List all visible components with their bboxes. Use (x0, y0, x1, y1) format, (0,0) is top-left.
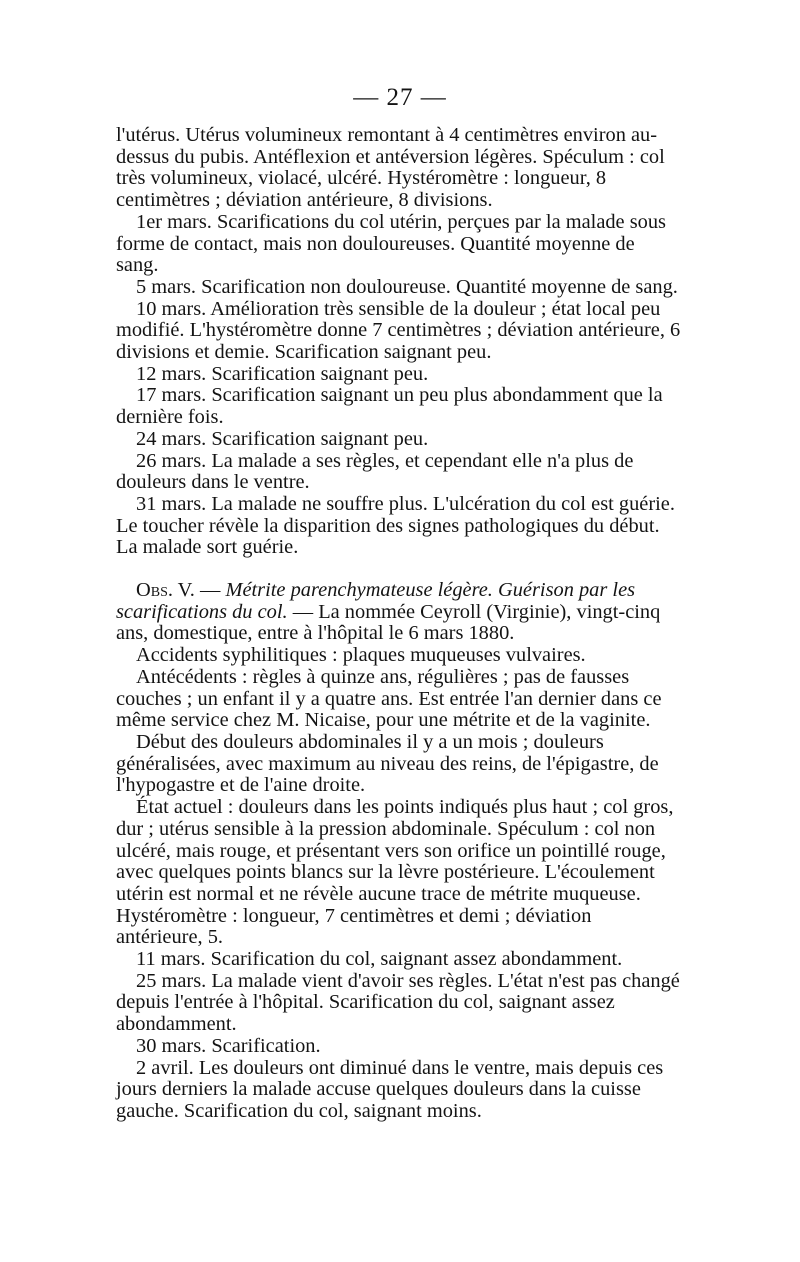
paragraph: Début des douleurs abdominales il y a un mois ; douleurs généralisées, avec maximum au niveau des reins, de l'épigastre, de l'hypogastre et de l'aine droite. (116, 730, 659, 797)
paragraph: 1er mars. Scarifications du col utérin, perçues par la malade sous forme de contact, mais non douloureuses. Quantité moyenne de sang. (116, 210, 666, 277)
paragraph: 11 mars. Scarification du col, saignant assez abondamment. (136, 948, 623, 971)
paragraph: Accidents syphilitiques : plaques muqueuses vulvaires. (136, 644, 586, 667)
paragraph: 12 mars. Scarification saignant peu. (136, 362, 429, 385)
observation-heading (116, 580, 682, 645)
observation-title: Métrite parenchymateuse légère. Guérison par les scarifications du col. (116, 579, 636, 623)
paragraph: 17 mars. Scarification saignant un peu plus abondamment que la dernière fois. (116, 384, 663, 429)
paragraph: 5 mars. Scarification non douloureuse. Quantité moyenne de sang. (136, 275, 678, 298)
paragraph: 10 mars. Amélioration très sensible de la douleur ; état local peu modifié. L'hystéromètre donne 7 centimètres ; déviation antérieure, 6 divisions et demie. Scarification saignant peu. (116, 297, 681, 364)
observation-dash: — (194, 579, 226, 602)
paragraph: 31 mars. La malade ne souffre plus. L'ulcération du col est guérie. Le toucher révèle la disparition des signes pathologiques du début. La malade sort guérie. (116, 492, 675, 559)
paragraph: État actuel : douleurs dans les points indiqués plus haut ; col gros, dur ; utérus sensible à la pression abdominale. Spéculum : col non ulcéré, mais rouge, et présentant vers son orifice un pointillé rouge, avec quelques points blancs sur la lèvre postérieure. L'écoulement utérin est normal et ne révèle aucune trace de métrite muqueuse. Hystéromètre : longueur, 7 centimètres et demi ; déviation antérieure, 5. (116, 796, 674, 949)
paragraph: 2 avril. Les douleurs ont diminué dans le ventre, mais depuis ces jours derniers la malade accuse quelques douleurs dans la cuisse gauche. Scarification du col, saignant moins. (116, 1056, 664, 1122)
paragraph: 24 mars. Scarification saignant peu. (136, 427, 429, 450)
paragraph: l'utérus. Utérus volumineux remontant à 4 centimètres environ au-dessus du pubis. Antéflexion et antéversion légères. Spéculum : col très volumineux, violacé, ulcéré. Hystéromètre : longueur, 8 centimètres ; déviation antérieure, 8 divisions. (116, 124, 665, 212)
observation-label: Obs. V. (136, 579, 195, 602)
paragraph: 25 mars. La malade vient d'avoir ses règles. L'état n'est pas changé depuis l'entrée à l'hôpital. Scarification du col, saignant assez abondamment. (116, 969, 680, 1036)
page-number: — 27 — (353, 84, 447, 111)
body-text (116, 125, 682, 1123)
paragraph: 30 mars. Scarification. (136, 1034, 321, 1057)
paragraph: Antécédents : règles à quinze ans, régulières ; pas de fausses couches ; un enfant il y a quatre ans. Est entrée l'an dernier dans ce même service chez M. Nicaise, pour une métrite et de la vaginite. (116, 665, 662, 732)
observation-intro: — La nommée Ceyroll (Virginie), vingt-cinq ans, domestique, entre à l'hôpital le 6 mars 1880. (116, 600, 661, 645)
paragraph: 26 mars. La malade a ses règles, et cependant elle n'a plus de douleurs dans le ventre. (116, 449, 634, 494)
